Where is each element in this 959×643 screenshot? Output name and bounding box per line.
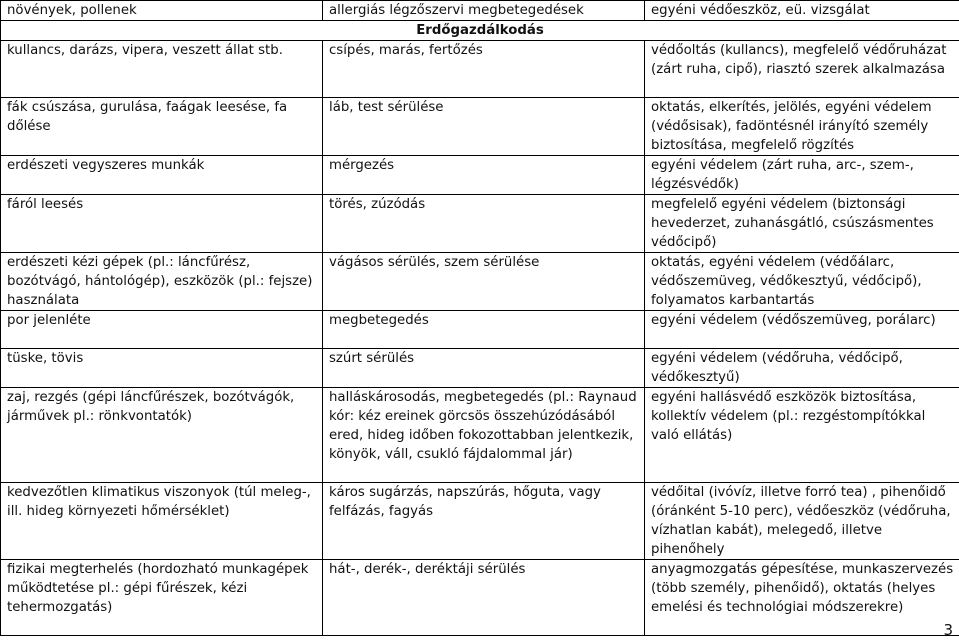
- hazard-effect-cell: csípés, marás, fertőzés: [323, 41, 645, 98]
- hazard-source-cell: fáról leesés: [1, 195, 323, 253]
- hazard-source-cell: kullancs, darázs, vipera, veszett állat stb.: [1, 41, 323, 98]
- table-row: [1, 98, 959, 156]
- table-row: [1, 349, 959, 388]
- hazard-source-cell: zaj, rezgés (gépi láncfűrészek, bozótvágók, járművek pl.: rönkvontatók): [1, 388, 323, 483]
- hazard-effect-cell: törés, zúzódás: [323, 195, 645, 253]
- hazard-source-cell: növények, pollenek: [1, 1, 323, 21]
- protection-cell: anyagmozgatás gépesítése, munkaszervezés (több személy, pihenőidő), oktatás (helyes emelési és technológiai módszerekre): [645, 560, 959, 636]
- hazard-effect-cell: káros sugárzás, napszúrás, hőguta, vagy felfázás, fagyás: [323, 483, 645, 560]
- protection-cell: oktatás, elkerítés, jelölés, egyéni védelem (védősisak), fadöntésnél irányító személy biztosítása, megfelelő rögzítés: [645, 98, 959, 156]
- hazard-effect-cell: vágásos sérülés, szem sérülése: [323, 253, 645, 311]
- protection-cell: egyéni hallásvédő eszközök biztosítása, kollektív védelem (pl.: rezgéstompítókkal való ellátás): [645, 388, 959, 483]
- section-header-row: [1, 21, 959, 41]
- hazard-effect-cell: mérgezés: [323, 156, 645, 195]
- hazard-effect-cell: megbetegedés: [323, 311, 645, 349]
- hazard-effect-cell: láb, test sérülése: [323, 98, 645, 156]
- hazard-source-cell: fák csúszása, gurulása, faágak leesése, fa dőlése: [1, 98, 323, 156]
- protection-cell: oktatás, egyéni védelem (védőálarc, védőszemüveg, védőkesztyű, védőcipő), folyamatos karbantartás: [645, 253, 959, 311]
- hazard-effect-cell: szúrt sérülés: [323, 349, 645, 388]
- hazard-source-cell: tüske, tövis: [1, 349, 323, 388]
- table-row: [1, 311, 959, 349]
- table-row: [1, 195, 959, 253]
- hazard-source-cell: fizikai megterhelés (hordozható munkagépek működtetése pl.: gépi fűrészek, kézi tehermozgatás): [1, 560, 323, 636]
- page-number: 3: [943, 621, 953, 639]
- table-row: [1, 1, 959, 21]
- protection-cell: védőital (ivóvíz, illetve forró tea) , pihenőidő (óránként 5-10 perc), védőeszköz (védőruha, vízhatlan kabát), melegedő, illetve pihenőhely: [645, 483, 959, 560]
- hazard-effect-cell: allergiás légzőszervi megbetegedések: [323, 1, 645, 21]
- section-title: Erdőgazdálkodás: [1, 21, 959, 41]
- hazard-source-cell: erdészeti vegyszeres munkák: [1, 156, 323, 195]
- protection-cell: egyéni védőeszköz, eü. vizsgálat: [645, 1, 959, 21]
- protection-cell: védőoltás (kullancs), megfelelő védőruházat (zárt ruha, cipő), riasztó szerek alkalmazása: [645, 41, 959, 98]
- table-row: [1, 388, 959, 483]
- hazard-source-cell: por jelenléte: [1, 311, 323, 349]
- table-row: [1, 253, 959, 311]
- hazard-effect-cell: halláskárosodás, megbetegedés (pl.: Raynaud kór: kéz ereinek görcsös összehúzódásából ered, hideg időben fokozottabban jelentkezik, könyök, váll, csukló fájdalommal jár): [323, 388, 645, 483]
- table-row: [1, 41, 959, 98]
- table-row: [1, 156, 959, 195]
- hazard-source-cell: erdészeti kézi gépek (pl.: láncfűrész, bozótvágó, hántológép), eszközök (pl.: fejsze) használata: [1, 253, 323, 311]
- protection-cell: megfelelő egyéni védelem (biztonsági hevederzet, zuhanásgátló, csúszásmentes védőcipő): [645, 195, 959, 253]
- table-row: [1, 483, 959, 560]
- protection-cell: egyéni védelem (zárt ruha, arc-, szem-, légzésvédők): [645, 156, 959, 195]
- hazard-effect-cell: hát-, derék-, deréktáji sérülés: [323, 560, 645, 636]
- table-row: [1, 560, 959, 636]
- protection-cell: egyéni védelem (védőruha, védőcipő, védőkesztyű): [645, 349, 959, 388]
- hazard-source-cell: kedvezőtlen klimatikus viszonyok (túl meleg-, ill. hideg környezeti hőmérséklet): [1, 483, 323, 560]
- protection-cell: egyéni védelem (védőszemüveg, porálarc): [645, 311, 959, 349]
